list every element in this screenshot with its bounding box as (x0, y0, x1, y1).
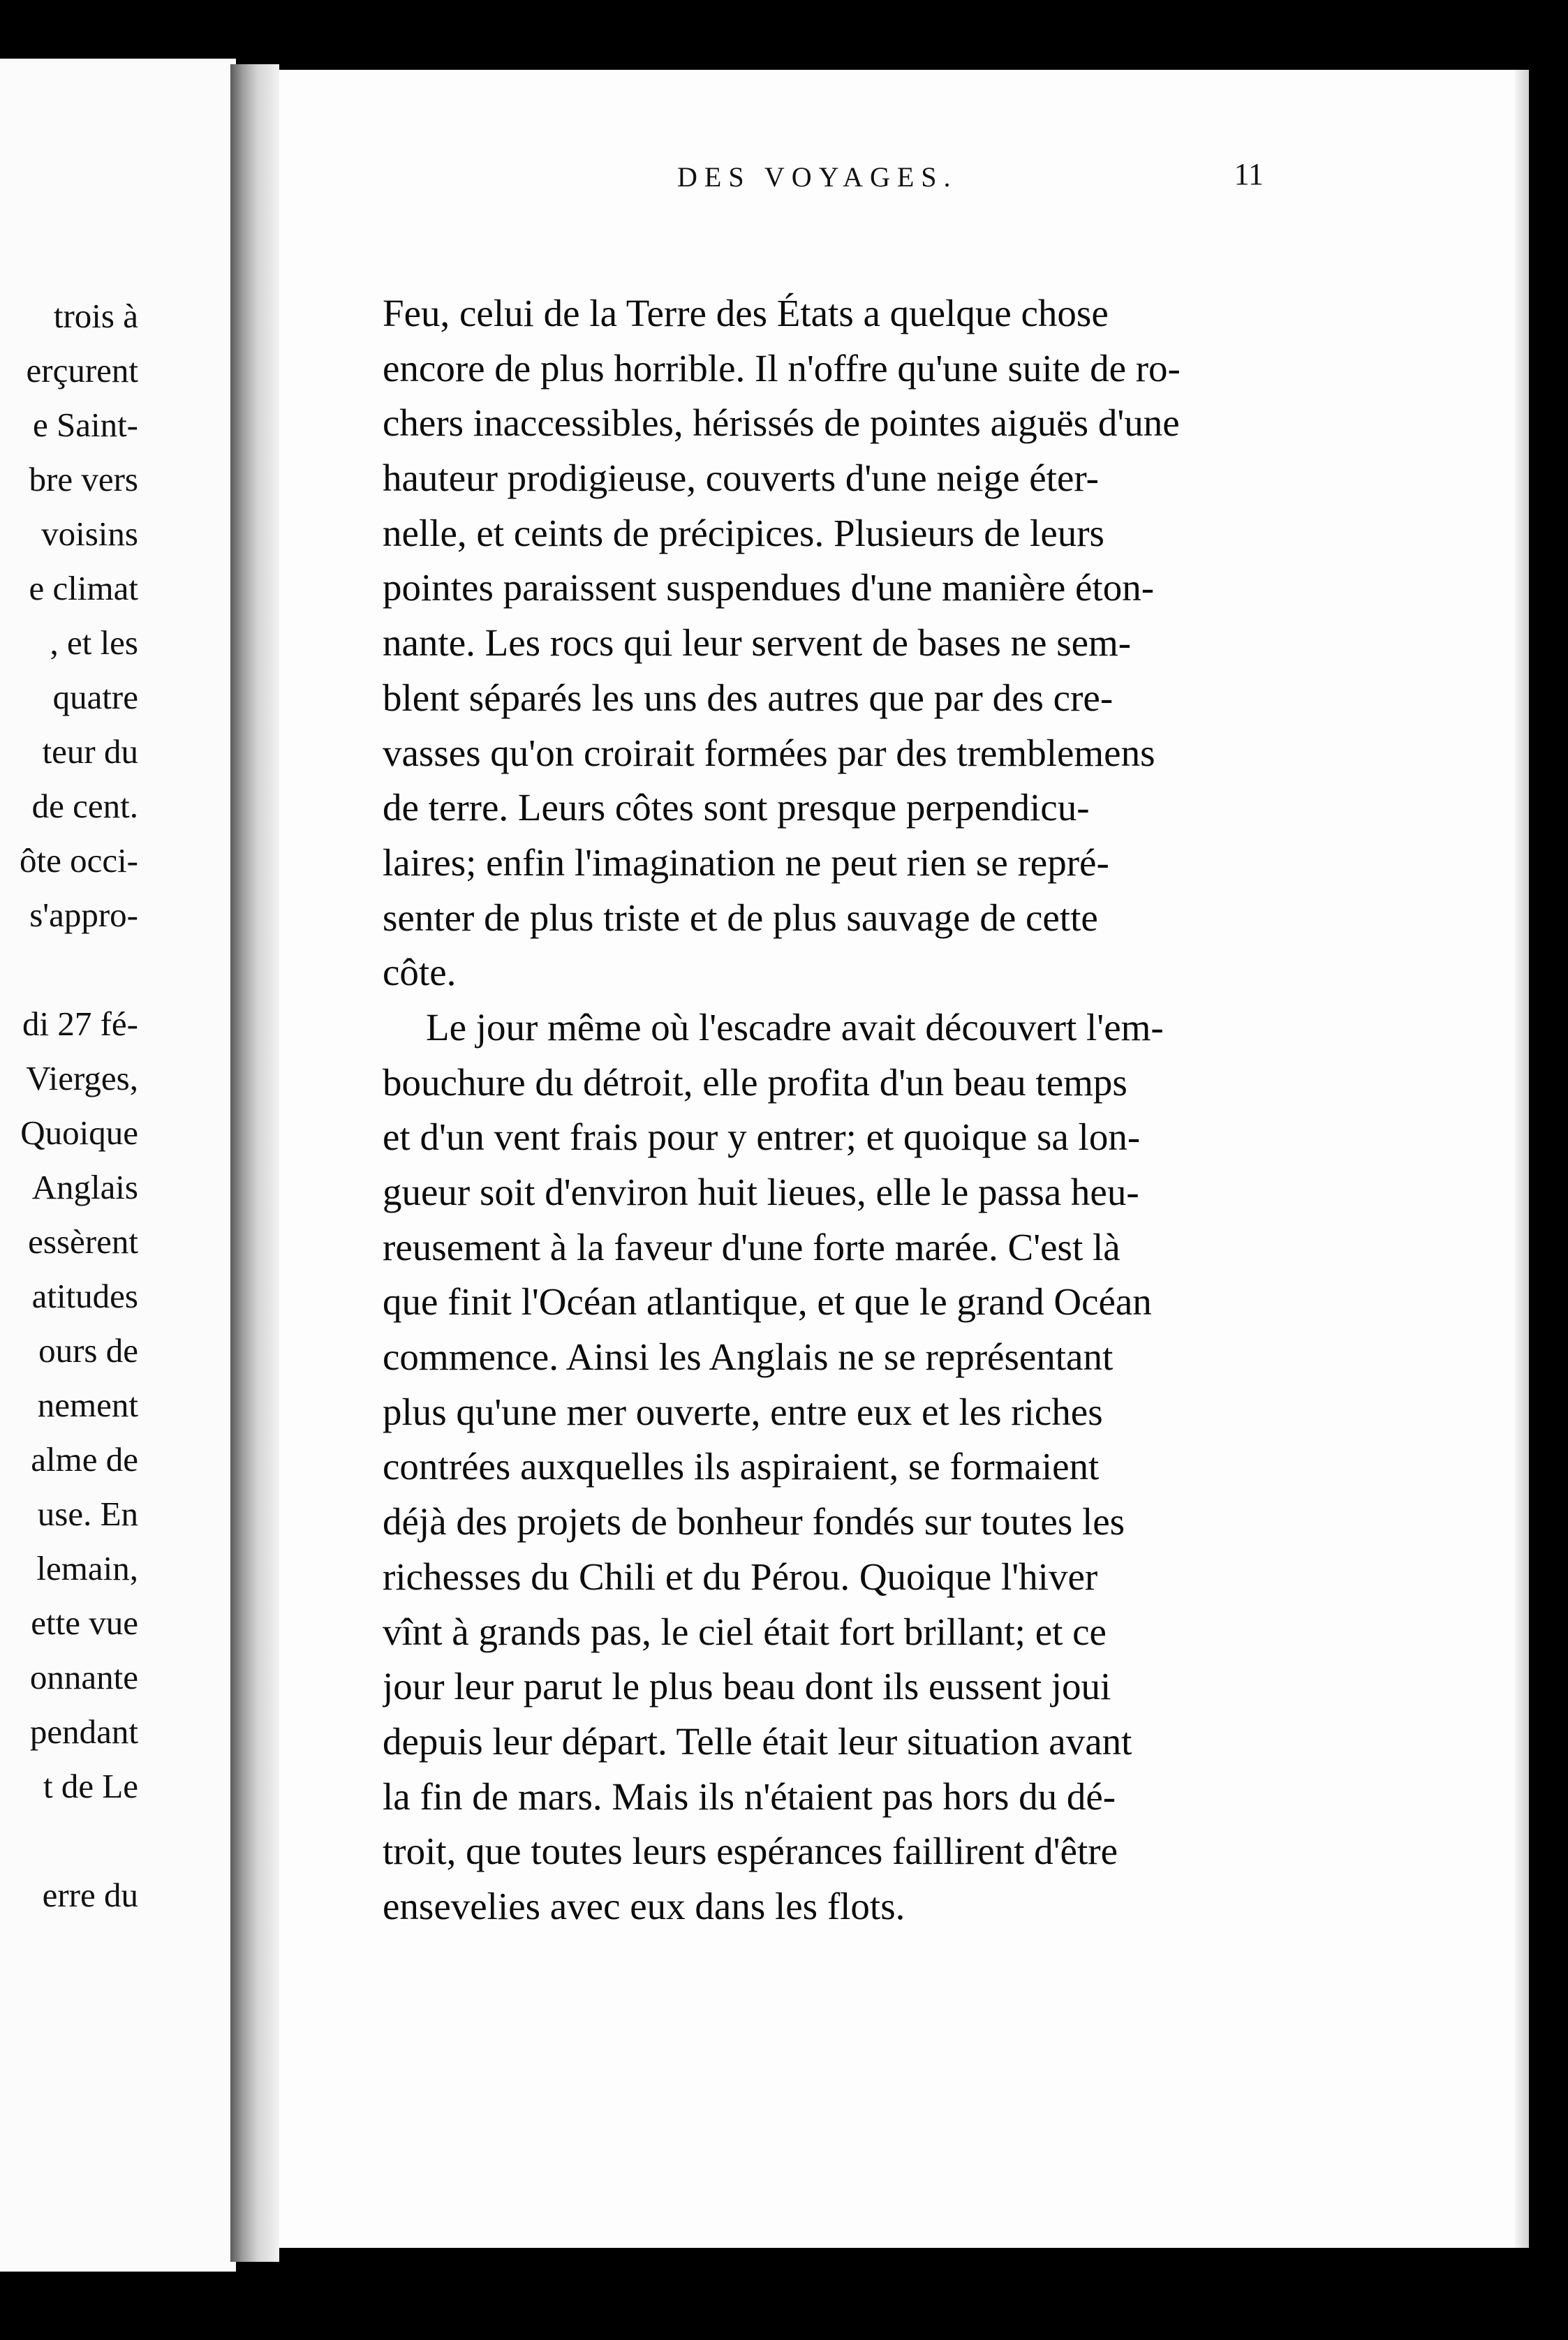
left-text-line: essèrent (28, 1222, 138, 1261)
running-title: DES VOYAGES. (677, 161, 958, 193)
text-line: laires; enfin l'imagination ne peut rien se repré- (383, 841, 1109, 884)
left-text-line: bre vers (29, 460, 138, 498)
left-text-line: erçurent (26, 351, 138, 390)
text-line: gueur soit d'environ huit lieues, elle le passa heu- (383, 1171, 1139, 1213)
page-edge (1515, 70, 1529, 2248)
left-text-line: quatre (52, 678, 138, 716)
text-line: jour leur parut le plus beau dont ils eussent joui (383, 1665, 1111, 1708)
text-line: contrées auxquelles ils aspiraient, se formaient (383, 1445, 1100, 1488)
text-line: et d'un vent frais pour y entrer; et quoique sa lon- (383, 1116, 1141, 1159)
text-line: Feu, celui de la Terre des États a quelque chose (383, 292, 1109, 334)
text-line: reusement à la faveur d'une forte marée. C'est là (383, 1225, 1120, 1268)
text-line: plus qu'une mer ouverte, entre eux et les riches (383, 1390, 1103, 1433)
paragraph-start-line: Le jour même où l'escadre avait découvert l'em- (426, 1005, 1164, 1049)
left-text-line: lemain, (36, 1549, 138, 1587)
left-text-line: atitudes (31, 1277, 138, 1315)
left-text-line: erre du (42, 1876, 138, 1914)
text-line: pointes paraissent suspendues d'une manière éton- (383, 566, 1155, 609)
left-text-line: nement (37, 1386, 138, 1424)
text-line: de terre. Leurs côtes sont presque perpendicu- (383, 786, 1090, 829)
left-page-text (20, 289, 138, 1923)
text-line: depuis leur départ. Telle était leur situation avant (383, 1719, 1132, 1763)
text-line: nelle, et ceints de précipices. Plusieurs de leurs (383, 511, 1104, 554)
left-text-line: de cent. (31, 787, 138, 825)
text-line: déjà des projets de bonheur fondés sur toutes les (383, 1500, 1125, 1543)
text-line: troit, que toutes leurs espérances faillirent d'être (383, 1830, 1118, 1873)
left-text-line: pendant (29, 1712, 138, 1751)
text-line: nante. Les rocs qui leur servent de bases ne sem- (383, 621, 1132, 665)
text-line: que finit l'Océan atlantique, et que le grand Océan (383, 1280, 1152, 1324)
running-head (391, 157, 1271, 202)
book-gutter (230, 64, 279, 2262)
text-line: hauteur prodigieuse, couverts d'une neige éter- (383, 457, 1099, 500)
left-text-line: e Saint- (32, 406, 138, 444)
text-line: senter de plus triste et de plus sauvage de cette (383, 896, 1098, 939)
text-line: bouchure du détroit, elle profita d'un beau temps (383, 1060, 1127, 1104)
text-line: richesses du Chili et du Pérou. Quoique l'hiver (383, 1555, 1098, 1598)
text-line: commence. Ainsi les Anglais ne se représentant (383, 1335, 1114, 1379)
left-text-line: e climat (29, 569, 138, 607)
left-text-line: Anglais (31, 1168, 138, 1206)
body-text (383, 286, 1290, 1934)
text-line: vasses qu'on croirait formées par des tremblemens (383, 731, 1155, 774)
left-text-line: ette vue (31, 1604, 138, 1642)
text-line: chers inaccessibles, hérissés de pointes aiguës d'une (383, 401, 1180, 445)
page-number: 11 (1234, 157, 1264, 191)
left-text-line (20, 1814, 138, 1868)
left-text-line: trois à (53, 297, 138, 335)
left-text-line: teur du (42, 732, 138, 771)
left-text-line: s'appro- (29, 896, 138, 934)
left-text-line: t de Le (43, 1767, 138, 1805)
left-text-line: alme de (31, 1440, 138, 1479)
text-line: vînt à grands pas, le ciel était fort brillant; et ce (383, 1610, 1107, 1653)
text-line: côte. (383, 951, 457, 994)
left-text-line: ôte occi- (19, 841, 138, 880)
left-text-line: Vierges, (26, 1059, 138, 1097)
text-line: blent séparés les uns des autres que par des cre- (383, 676, 1114, 719)
left-text-line: use. En (37, 1495, 138, 1533)
left-text-line: Quoique (20, 1113, 138, 1152)
text-line: encore de plus horrible. Il n'offre qu'une suite de ro- (383, 346, 1181, 390)
text-line: la fin de mars. Mais ils n'étaient pas hors du dé- (383, 1775, 1116, 1818)
left-text-line (20, 942, 138, 997)
left-page (0, 59, 236, 2272)
left-text-line: , et les (50, 623, 138, 662)
left-text-line: ours de (38, 1331, 138, 1370)
left-text-line: voisins (41, 514, 138, 553)
left-text-line: onnante (29, 1658, 138, 1696)
text-line: ensevelies avec eux dans les flots. (383, 1884, 905, 1927)
left-text-line: di 27 fé- (22, 1005, 138, 1043)
